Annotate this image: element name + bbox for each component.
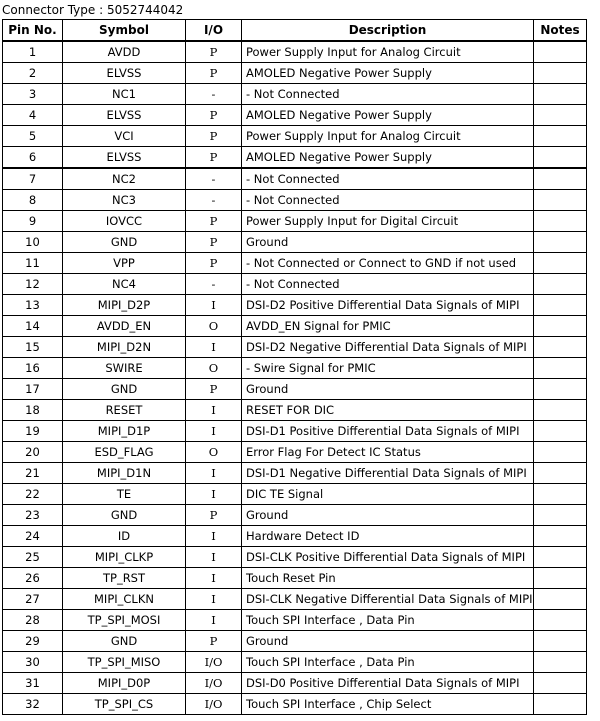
pin-number-cell: 23 [3, 505, 63, 526]
pin-number-cell: 10 [3, 232, 63, 253]
symbol-cell: MIPI_D2N [63, 337, 186, 358]
pin-number-cell: 6 [3, 147, 63, 169]
description-cell: DSI-D2 Positive Differential Data Signals of MIPI [242, 295, 534, 316]
header-pin-no: Pin No. [3, 20, 63, 42]
io-cell: I/O [186, 673, 242, 694]
description-cell: RESET FOR DIC [242, 400, 534, 421]
symbol-cell: ELVSS [63, 105, 186, 126]
description-cell: DSI-D2 Negative Differential Data Signals of MIPI [242, 337, 534, 358]
notes-cell [534, 589, 587, 610]
symbol-cell: NC4 [63, 274, 186, 295]
notes-cell [534, 211, 587, 232]
table-row [3, 421, 587, 442]
io-cell: I/O [186, 694, 242, 715]
description-cell: DSI-D1 Positive Differential Data Signals of MIPI [242, 421, 534, 442]
io-cell: I [186, 589, 242, 610]
pin-table-header [3, 20, 587, 42]
notes-cell [534, 631, 587, 652]
io-cell: P [186, 253, 242, 274]
symbol-cell: VPP [63, 253, 186, 274]
description-cell: Touch SPI Interface , Chip Select [242, 694, 534, 715]
symbol-cell: MIPI_CLKP [63, 547, 186, 568]
description-cell: Ground [242, 505, 534, 526]
symbol-cell: NC1 [63, 84, 186, 105]
io-cell: I [186, 421, 242, 442]
pin-number-cell: 9 [3, 211, 63, 232]
symbol-cell: AVDD [63, 41, 186, 63]
io-cell: P [186, 105, 242, 126]
pin-number-cell: 14 [3, 316, 63, 337]
description-cell: Power Supply Input for Analog Circuit [242, 41, 534, 63]
notes-cell [534, 105, 587, 126]
io-cell: I [186, 484, 242, 505]
symbol-cell: GND [63, 379, 186, 400]
pin-number-cell: 22 [3, 484, 63, 505]
table-row [3, 547, 587, 568]
notes-cell [534, 337, 587, 358]
pin-number-cell: 3 [3, 84, 63, 105]
pin-number-cell: 25 [3, 547, 63, 568]
table-row [3, 631, 587, 652]
io-cell: - [186, 84, 242, 105]
io-cell: O [186, 358, 242, 379]
table-row [3, 358, 587, 379]
notes-cell [534, 463, 587, 484]
io-cell: P [186, 232, 242, 253]
io-cell: P [186, 505, 242, 526]
table-row [3, 673, 587, 694]
notes-cell [534, 358, 587, 379]
io-cell: I [186, 568, 242, 589]
pin-number-cell: 2 [3, 63, 63, 84]
notes-cell [534, 274, 587, 295]
description-cell: DSI-CLK Positive Differential Data Signals of MIPI [242, 547, 534, 568]
pin-number-cell: 28 [3, 610, 63, 631]
table-row [3, 442, 587, 463]
description-cell: AVDD_EN Signal for PMIC [242, 316, 534, 337]
symbol-cell: GND [63, 631, 186, 652]
notes-cell [534, 84, 587, 105]
description-cell: - Not Connected [242, 84, 534, 105]
symbol-cell: MIPI_D0P [63, 673, 186, 694]
io-cell: O [186, 316, 242, 337]
description-cell: Ground [242, 232, 534, 253]
description-cell: Ground [242, 631, 534, 652]
notes-cell [534, 526, 587, 547]
description-cell: Touch SPI Interface , Data Pin [242, 652, 534, 673]
pin-number-cell: 15 [3, 337, 63, 358]
pin-table [2, 19, 587, 715]
notes-cell [534, 63, 587, 84]
pin-number-cell: 11 [3, 253, 63, 274]
pin-number-cell: 31 [3, 673, 63, 694]
io-cell: O [186, 442, 242, 463]
io-cell: I [186, 547, 242, 568]
notes-cell [534, 547, 587, 568]
notes-cell [534, 442, 587, 463]
table-row [3, 610, 587, 631]
io-cell: I [186, 337, 242, 358]
pin-number-cell: 26 [3, 568, 63, 589]
symbol-cell: TP_SPI_MOSI [63, 610, 186, 631]
io-cell: - [186, 274, 242, 295]
symbol-cell: TE [63, 484, 186, 505]
pin-number-cell: 19 [3, 421, 63, 442]
table-row [3, 400, 587, 421]
description-cell: Hardware Detect ID [242, 526, 534, 547]
pin-number-cell: 5 [3, 126, 63, 147]
symbol-cell: MIPI_D1N [63, 463, 186, 484]
table-row [3, 379, 587, 400]
description-cell: - Not Connected or Connect to GND if not used [242, 253, 534, 274]
pin-number-cell: 32 [3, 694, 63, 715]
notes-cell [534, 505, 587, 526]
connector-type-caption: Connector Type : 5052744042 [2, 3, 184, 17]
notes-cell [534, 484, 587, 505]
symbol-cell: GND [63, 232, 186, 253]
symbol-cell: MIPI_D1P [63, 421, 186, 442]
symbol-cell: NC3 [63, 190, 186, 211]
pin-number-cell: 21 [3, 463, 63, 484]
header-symbol: Symbol [63, 20, 186, 42]
notes-cell [534, 147, 587, 169]
pin-number-cell: 30 [3, 652, 63, 673]
notes-cell [534, 652, 587, 673]
table-row [3, 526, 587, 547]
description-cell: - Not Connected [242, 168, 534, 190]
pin-number-cell: 29 [3, 631, 63, 652]
description-cell: DSI-D0 Positive Differential Data Signals of MIPI [242, 673, 534, 694]
notes-cell [534, 253, 587, 274]
pin-table-body [3, 41, 587, 715]
symbol-cell: MIPI_D2P [63, 295, 186, 316]
io-cell: P [186, 126, 242, 147]
io-cell: - [186, 168, 242, 190]
symbol-cell: VCI [63, 126, 186, 147]
table-row [3, 568, 587, 589]
notes-cell [534, 379, 587, 400]
description-cell: Power Supply Input for Analog Circuit [242, 126, 534, 147]
table-row [3, 211, 587, 232]
table-row [3, 168, 587, 190]
table-row [3, 190, 587, 211]
description-cell: Error Flag For Detect IC Status [242, 442, 534, 463]
symbol-cell: RESET [63, 400, 186, 421]
symbol-cell: IOVCC [63, 211, 186, 232]
table-row [3, 694, 587, 715]
pin-number-cell: 24 [3, 526, 63, 547]
header-description: Description [242, 20, 534, 42]
notes-cell [534, 126, 587, 147]
table-row [3, 463, 587, 484]
symbol-cell: TP_SPI_MISO [63, 652, 186, 673]
table-row [3, 295, 587, 316]
description-cell: Touch SPI Interface , Data Pin [242, 610, 534, 631]
description-cell: - Swire Signal for PMIC [242, 358, 534, 379]
notes-cell [534, 41, 587, 63]
notes-cell [534, 295, 587, 316]
notes-cell [534, 694, 587, 715]
description-cell: - Not Connected [242, 274, 534, 295]
symbol-cell: ELVSS [63, 63, 186, 84]
table-row [3, 505, 587, 526]
description-cell: AMOLED Negative Power Supply [242, 105, 534, 126]
pin-number-cell: 1 [3, 41, 63, 63]
pin-number-cell: 18 [3, 400, 63, 421]
table-row [3, 63, 587, 84]
table-row [3, 589, 587, 610]
symbol-cell: ELVSS [63, 147, 186, 169]
description-cell: AMOLED Negative Power Supply [242, 63, 534, 84]
io-cell: I [186, 463, 242, 484]
table-row [3, 232, 587, 253]
header-notes: Notes [534, 20, 587, 42]
symbol-cell: ESD_FLAG [63, 442, 186, 463]
symbol-cell: MIPI_CLKN [63, 589, 186, 610]
symbol-cell: GND [63, 505, 186, 526]
table-row [3, 253, 587, 274]
io-cell: - [186, 190, 242, 211]
header-io: I/O [186, 20, 242, 42]
pin-number-cell: 7 [3, 168, 63, 190]
symbol-cell: AVDD_EN [63, 316, 186, 337]
pin-number-cell: 12 [3, 274, 63, 295]
symbol-cell: NC2 [63, 168, 186, 190]
pin-number-cell: 20 [3, 442, 63, 463]
notes-cell [534, 316, 587, 337]
io-cell: P [186, 631, 242, 652]
notes-cell [534, 568, 587, 589]
io-cell: P [186, 211, 242, 232]
io-cell: I [186, 610, 242, 631]
notes-cell [534, 232, 587, 253]
pin-number-cell: 8 [3, 190, 63, 211]
header-row [3, 20, 587, 42]
symbol-cell: ID [63, 526, 186, 547]
notes-cell [534, 421, 587, 442]
io-cell: I/O [186, 652, 242, 673]
description-cell: Power Supply Input for Digital Circuit [242, 211, 534, 232]
table-row [3, 274, 587, 295]
description-cell: - Not Connected [242, 190, 534, 211]
io-cell: P [186, 63, 242, 84]
symbol-cell: TP_SPI_CS [63, 694, 186, 715]
table-row [3, 105, 587, 126]
table-row [3, 126, 587, 147]
description-cell: Touch Reset Pin [242, 568, 534, 589]
pin-number-cell: 4 [3, 105, 63, 126]
io-cell: I [186, 526, 242, 547]
table-row [3, 484, 587, 505]
description-cell: DSI-CLK Negative Differential Data Signals of MIPI [242, 589, 534, 610]
description-cell: AMOLED Negative Power Supply [242, 147, 534, 169]
table-row [3, 337, 587, 358]
io-cell: P [186, 147, 242, 169]
description-cell: Ground [242, 379, 534, 400]
pin-number-cell: 17 [3, 379, 63, 400]
table-row [3, 316, 587, 337]
pin-number-cell: 13 [3, 295, 63, 316]
io-cell: P [186, 41, 242, 63]
notes-cell [534, 673, 587, 694]
notes-cell [534, 190, 587, 211]
pin-number-cell: 27 [3, 589, 63, 610]
io-cell: I [186, 295, 242, 316]
io-cell: I [186, 400, 242, 421]
pin-number-cell: 16 [3, 358, 63, 379]
notes-cell [534, 400, 587, 421]
notes-cell [534, 610, 587, 631]
notes-cell [534, 168, 587, 190]
description-cell: DIC TE Signal [242, 484, 534, 505]
table-row [3, 652, 587, 673]
io-cell: P [186, 379, 242, 400]
table-row [3, 41, 587, 63]
symbol-cell: TP_RST [63, 568, 186, 589]
table-row [3, 147, 587, 169]
symbol-cell: SWIRE [63, 358, 186, 379]
description-cell: DSI-D1 Negative Differential Data Signals of MIPI [242, 463, 534, 484]
table-row [3, 84, 587, 105]
